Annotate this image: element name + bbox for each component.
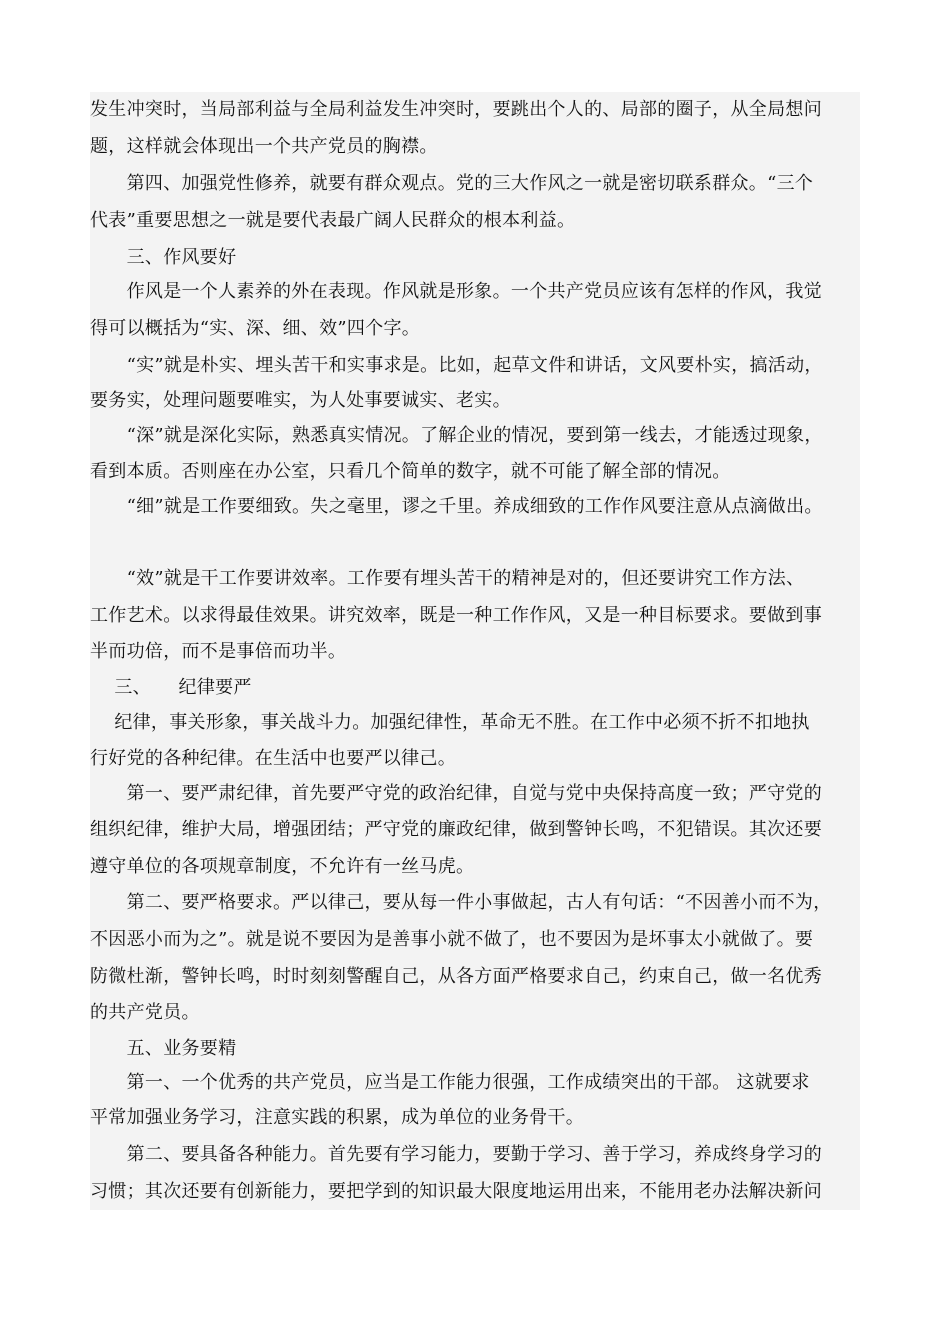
blank-line	[90, 525, 870, 561]
text-line: 平常加强业务学习，注意实践的积累，成为单位的业务骨干。	[90, 1107, 585, 1128]
text-line: 的共产党员。	[90, 1002, 200, 1023]
text-line: 不因恶小而为之”。就是说不要因为是善事小就不做了，也不要因为是坏事太小就做了。要	[90, 929, 814, 950]
text-line: 行好党的各种纪律。在生活中也要严以律己。	[90, 748, 456, 769]
text-line: 发生冲突时，当局部利益与全局利益发生冲突时，要跳出个人的、局部的圈子，从全局想问	[90, 99, 822, 120]
text-line: 得可以概括为“实、深、细、效”四个字。	[90, 318, 421, 339]
text-line: 代表”重要思想之一就是要代表最广阔人民群众的根本利益。	[90, 210, 576, 231]
text-line: “深”就是深化实际，熟悉真实情况。了解企业的情况，要到第一线去，才能透过现象，	[90, 425, 823, 446]
text-line: “实”就是朴实、埋头苦干和实事求是。比如，起草文件和讲话，文风要朴实，搞活动，	[90, 355, 823, 376]
section-heading: 三、 纪律要严	[90, 677, 252, 698]
section-heading: 五、业务要精	[90, 1038, 237, 1059]
text-line: 作风是一个人素养的外在表现。作风就是形象。一个共产党员应该有怎样的作风，我觉	[90, 281, 822, 302]
text-line: 纪律，事关形象，事关战斗力。加强纪律性，革命无不胜。在工作中必须不折不扣地执	[90, 712, 810, 733]
text-line: 第一、一个优秀的共产党员，应当是工作能力很强，工作成绩突出的干部。 这就要求	[90, 1072, 810, 1093]
text-line: 工作艺术。以求得最佳效果。讲究效率，既是一种工作作风，又是一种目标要求。要做到事	[90, 605, 822, 626]
text-line: 第二、要严格要求。严以律己，要从每一件小事做起，古人有句话：“不因善小而不为，	[90, 892, 832, 913]
text-line: 遵守单位的各项规章制度，不允许有一丝马虎。	[90, 856, 475, 877]
text-line: 第二、要具备各种能力。首先要有学习能力，要勤于学习、善于学习，养成终身学习的	[90, 1144, 822, 1165]
text-line: 要务实，处理问题要唯实，为人处事要诚实、老实。	[90, 390, 511, 411]
section-heading: 三、作风要好	[90, 247, 237, 268]
text-line: 第四、加强党性修养，就要有群众观点。党的三大作风之一就是密切联系群众。“三个	[90, 173, 814, 194]
text-line: 习惯；其次还要有创新能力，要把学到的知识最大限度地运用出来，不能用老办法解决新问	[90, 1181, 822, 1202]
text-line: 第一、要严肃纪律，首先要严守党的政治纪律，自觉与党中央保持高度一致；严守党的	[90, 783, 822, 804]
text-line: 防微杜渐，警钟长鸣，时时刻刻警醒自己，从各方面严格要求自己，约束自己，做一名优秀	[90, 966, 822, 987]
text-line: 题，这样就会体现出一个共产党员的胸襟。	[90, 136, 438, 157]
text-line: “细”就是工作要细致。失之毫里，谬之千里。养成细致的工作作风要注意从点滴做出。	[90, 496, 823, 517]
text-line: 组织纪律，维护大局，增强团结；严守党的廉政纪律，做到警钟长鸣，不犯错误。其次还要	[90, 819, 822, 840]
text-line: “效”就是干工作要讲效率。工作要有埋头苦干的精神是对的，但还要讲究工作方法、	[90, 568, 805, 589]
text-line: 看到本质。否则座在办公室，只看几个简单的数字，就不可能了解全部的情况。	[90, 461, 731, 482]
text-line: 半而功倍，而不是事倍而功半。	[90, 641, 347, 662]
